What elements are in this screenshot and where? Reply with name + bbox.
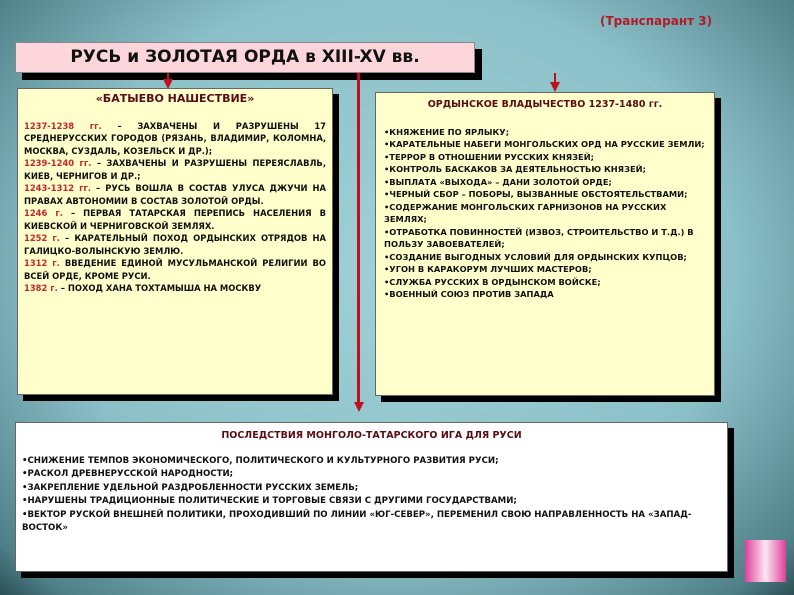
slide-title: РУСЬ и ЗОЛОТАЯ ОРДА в XIII-XV вв. <box>15 42 475 73</box>
horde-rule-box <box>375 92 715 396</box>
event-text: – ЗАХВАЧЕНЫ И РАЗРУШЕНЫ ПЕРЕЯСЛАВЛЬ, КИЕВ, ЧЕРНИГОВ И ДР.; <box>24 158 326 181</box>
rule-item: •КНЯЖЕНИЕ ПО ЯРЛЫКУ; <box>384 126 510 137</box>
event-text: – КАРАТЕЛЬНЫЙ ПОХОД ОРДЫНСКИХ ОТРЯДОВ НА ГАЛИЦКО-ВОЛЫНСКУЮ ЗЕМЛЮ. <box>24 233 326 256</box>
rule-item: •ВЫПЛАТА «ВЫХОДА» – ДАНИ ЗОЛОТОЙ ОРДЕ; <box>384 176 612 187</box>
rule-item: •СЛУЖБА РУССКИХ В ОРДЫНСКОМ ВОЙСКЕ; <box>384 276 601 287</box>
rule-item: •ОТРАБОТКА ПОВИННОСТЕЙ (ИЗВОЗ, СТРОИТЕЛЬСТВО И Т.Д.) В ПОЛЬЗУ ЗАВОЕВАТЕЛЕЙ; <box>384 226 694 249</box>
consequence-item: •ВЕКТОР РУСКОЙ ВНЕШНЕЙ ПОЛИТИКИ, ПРОХОДИВШИЙ ПО ЛИНИИ «ЮГ-СЕВЕР», ПЕРЕМЕНИЛ СВОЮ НАПРАВЛЕННОСТЬ НА «ЗАПАД-ВОСТОК» <box>22 509 692 533</box>
event-entry <box>24 120 326 158</box>
event-date: 1237-1238 гг. <box>24 120 102 131</box>
event-date: 1382 г. <box>24 283 58 293</box>
rule-item: •СОДЕРЖАНИЕ МОНГОЛЬСКИХ ГАРНИЗОНОВ НА РУССКИХ ЗЕМЛЯХ; <box>384 201 667 224</box>
consequence-item: •РАСКОЛ ДРЕВНЕРУССКОЙ НАРОДНОСТИ; <box>22 469 234 479</box>
rule-item: •КАРАТЕЛЬНЫЕ НАБЕГИ МОНГОЛЬСКИХ ОРД НА РУССКИЕ ЗЕМЛИ; <box>384 139 705 149</box>
event-text: – ПЕРВАЯ ТАТАРСКАЯ ПЕРЕПИСЬ НАСЕЛЕНИЯ В КИЕВСКОЙ И ЧЕРНИГОВСКОЙ ЗЕМЛЯХ. <box>24 208 326 231</box>
rule-item: •ЧЕРНЫЙ СБОР – ПОБОРЫ, ВЫЗВАННЫЕ ОБСТОЯТЕЛЬСТВАМИ; <box>384 189 688 199</box>
rule-item: •КОНТРОЛЬ БАСКАКОВ ЗА ДЕЯТЕЛЬНОСТЬЮ КНЯЗЕЙ; <box>384 164 646 174</box>
nav-button[interactable] <box>745 540 786 582</box>
event-entry <box>24 207 326 232</box>
event-date: 1312 г. <box>24 258 60 268</box>
event-date: 1252 г. <box>24 233 60 243</box>
batu-invasion-box <box>17 88 333 395</box>
consequences-box <box>15 422 728 572</box>
rule-item: •ТЕРРОР В ОТНОШЕНИИ РУССКИХ КНЯЗЕЙ; <box>384 151 594 162</box>
event-text: – ПОХОД ХАНА ТОХТАМЫША НА МОСКВУ <box>57 283 262 293</box>
box-heading: ПОСЛЕДСТВИЯ МОНГОЛО-ТАТАРСКОГО ИГА ДЛЯ РУСИ <box>221 430 522 441</box>
rule-list <box>384 126 706 301</box>
event-date: 1246 г. <box>24 208 63 218</box>
consequence-item: •ЗАКРЕПЛЕНИЕ УДЕЛЬНОЙ РАЗДРОБЛЕННОСТИ РУССКИХ ЗЕМЕЛЬ; <box>22 482 359 493</box>
event-date: 1243-1312 гг. <box>24 183 92 193</box>
event-date: 1239-1240 гг. <box>24 158 92 168</box>
rule-item: •УГОН В КАРАКОРУМ ЛУЧШИХ МАСТЕРОВ; <box>384 264 592 274</box>
arrow-down-icon <box>550 82 560 92</box>
event-entry <box>24 257 326 282</box>
event-entry <box>24 157 326 182</box>
rule-item: •ВОЕННЫЙ СОЮЗ ПРОТИВ ЗАПАДА <box>384 289 554 299</box>
connector-line <box>357 73 360 403</box>
arrow-down-icon <box>354 402 364 412</box>
event-text: – РУСЬ ВОШЛА В СОСТАВ УЛУСА ДЖУЧИ НА ПРАВАХ АВТОНОМИИ В СОСТАВ ЗОЛОТОЙ ОРДЫ. <box>24 183 327 206</box>
event-text: – ЗАХВАЧЕНЫ И РАЗРУШЕНЫ 17 СРЕДНЕРУССКИХ ГОРОДОВ (РЯЗАНЬ, ВЛАДИМИР, КОЛОМНА, МОСКВА, СУЗДАЛЬ, КОЗЕЛЬСК И ДР.); <box>24 120 326 156</box>
event-entry <box>24 182 326 207</box>
rule-item: •СОЗДАНИЕ ВЫГОДНЫХ УСЛОВИЙ ДЛЯ ОРДЫНСКИХ КУПЦОВ; <box>384 251 687 262</box>
transparent-label: (Транспарант 3) <box>600 14 713 28</box>
event-list <box>24 120 326 295</box>
event-text: ВВЕДЕНИЕ ЕДИНОЙ МУСУЛЬМАНСКОЙ РЕЛИГИИ ВО ВСЕЙ ОРДЕ, КРОМЕ РУСИ. <box>24 258 326 281</box>
box-heading: ОРДЫНСКОЕ ВЛАДЫЧЕСТВО 1237-1480 гг. <box>427 99 663 110</box>
event-entry <box>24 232 326 257</box>
consequence-item: •НАРУШЕНЫ ТРАДИЦИОННЫЕ ПОЛИТИЧЕСКИЕ И ТОРГОВЫЕ СВЯЗИ С ДРУГИМИ ГОСУДАРСТВАМИ; <box>22 496 517 506</box>
box-heading: «БАТЫЕВО НАШЕСТВИЕ» <box>95 92 255 105</box>
consequence-item: •СНИЖЕНИЕ ТЕМПОВ ЭКОНОМИЧЕСКОГО, ПОЛИТИЧЕСКОГО И КУЛЬТУРНОГО РАЗВИТИЯ РУСИ; <box>22 455 499 466</box>
consequence-list <box>22 455 721 536</box>
event-entry <box>24 282 326 295</box>
